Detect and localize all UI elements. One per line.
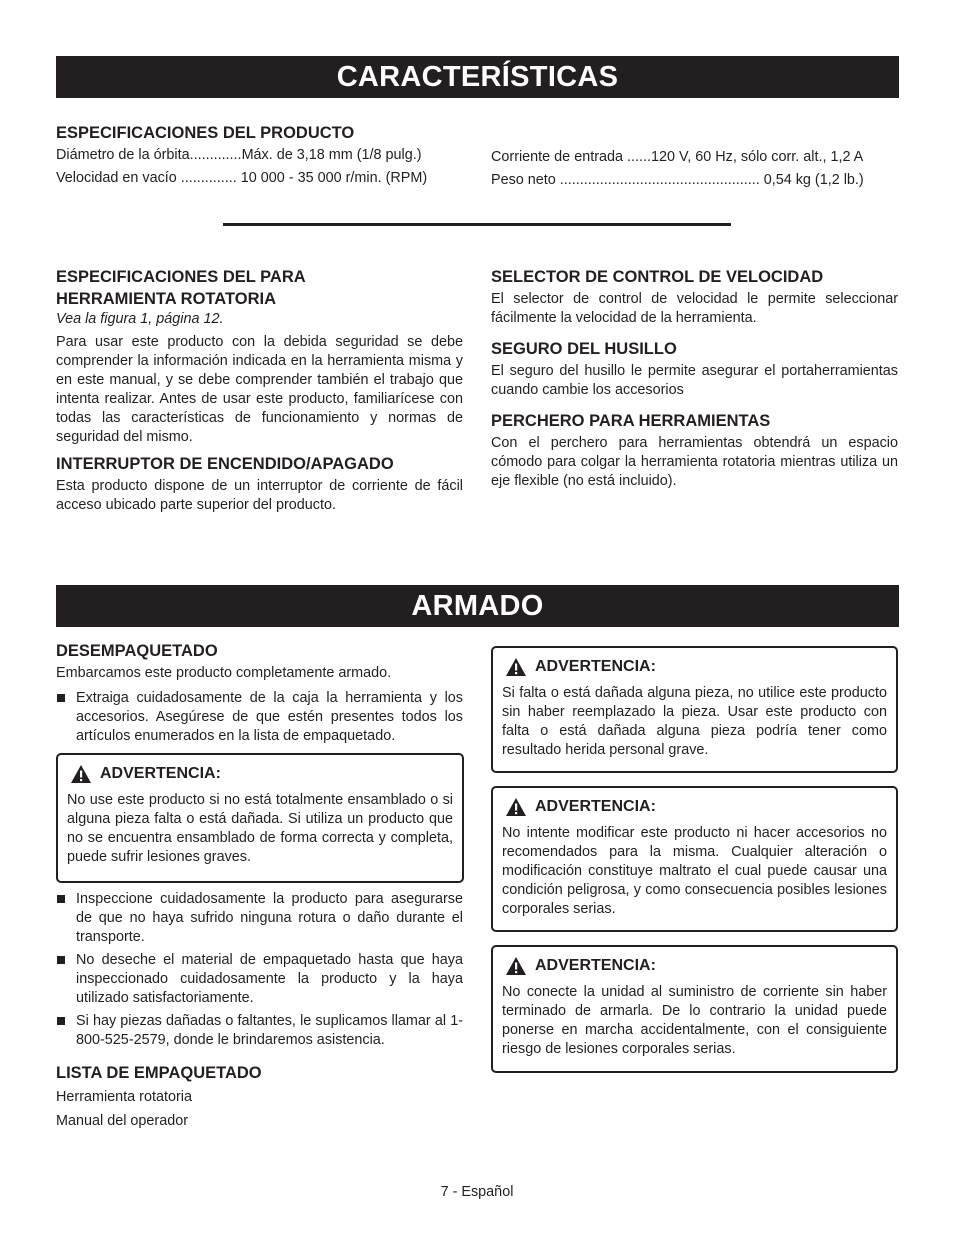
warning-box xyxy=(491,646,898,773)
warning-header: ADVERTENCIA: xyxy=(67,763,453,785)
features-right xyxy=(491,266,898,491)
unpack-bullets xyxy=(56,689,463,746)
warning-box xyxy=(56,753,464,883)
warning-text: No intente modificar este producto ni hacer accesorios no recomendados para la misma. Cualquier alteración o modificación constituye maltrato el cual puede causar una condición peligrosa, y como consecuencia posibles lesiones corporales serias. xyxy=(502,825,887,917)
section-title-armado: ARMADO xyxy=(56,585,899,627)
section-title-caracteristicas: CARACTERÍSTICAS xyxy=(56,56,899,98)
warning-header: ADVERTENCIA: xyxy=(502,796,887,818)
specs-heading: ESPECIFICACIONES DEL PRODUCTO xyxy=(56,124,355,142)
warning-text: No use este producto si no está totalmente ensamblado o si alguna pieza falta o está dañada. Si utiliza un producto que no se encuentra ensamblado de forma correcta y completa, puede sufrir lesiones graves. xyxy=(67,792,453,865)
inspect-bullets xyxy=(56,890,463,1050)
unpack-text: Embarcamos este producto completamente armado. xyxy=(56,665,392,681)
warning-triangle-icon xyxy=(70,764,92,784)
list-item: Inspeccione cuidadosamente la producto para asegurarse de que no haya sufrido ninguna rotura o daño durante el transporte. xyxy=(56,890,463,947)
assembly-left-lower xyxy=(56,890,463,1133)
figure-reference: Vea la figura 1, página 12. xyxy=(56,311,224,327)
assembly-left xyxy=(56,640,463,746)
bullet-square-icon xyxy=(57,1017,65,1025)
divider-rule xyxy=(223,223,731,226)
hanger-text: Con el perchero para herramientas obtendrá un espacio cómodo para colgar la herramienta rotatoria mientras utiliza un eje flexible (no está incluido). xyxy=(491,435,898,489)
warning-triangle-icon xyxy=(505,797,527,817)
rotary-heading: ESPECIFICACIONES DEL PARA HERRAMIENTA ROTATORIA xyxy=(56,268,306,308)
specs-right xyxy=(491,146,901,192)
bullet-square-icon xyxy=(57,694,65,702)
warning-text: Si falta o está dañada alguna pieza, no utilice este producto sin haber reemplazado la pieza. Usar este producto con falta o está dañada alguna pieza podría tener como resultado herida personal grave. xyxy=(502,685,887,758)
bullet-square-icon xyxy=(57,956,65,964)
page-number: 7 - Español xyxy=(440,1184,514,1200)
warning-box xyxy=(491,945,898,1073)
switch-text: Esta producto dispone de un interruptor de corriente de fácil acceso ubicado parte superior del producto. xyxy=(56,478,463,513)
warning-header: ADVERTENCIA: xyxy=(502,656,887,678)
warning-triangle-icon xyxy=(505,657,527,677)
spec-row: Peso neto .................................................. 0,54 kg (1,2 lb.) xyxy=(491,172,864,188)
warning-text: No conecte la unidad al suministro de corriente sin haber terminado de armarla. De lo contrario la unidad puede ponerse en marcha accidentalmente, con el consiguiente riesgo de lesiones corporales serias. xyxy=(502,984,887,1057)
specs-left xyxy=(56,122,466,190)
lock-text: El seguro del husillo le permite asegurar el portaherramientas cuando cambie los accesorios xyxy=(491,363,898,398)
packing-list-heading: LISTA DE EMPAQUETADO xyxy=(56,1064,262,1082)
packing-list-item: Manual del operador xyxy=(56,1113,189,1129)
list-item: Si hay piezas dañadas o faltantes, le suplicamos llamar al 1-800-525-2579, donde le brindaremos asistencia. xyxy=(56,1012,463,1050)
bullet-square-icon xyxy=(57,895,65,903)
spec-row: Velocidad en vacío .............. 10 000 - 35 000 r/min. (RPM) xyxy=(56,170,428,186)
switch-heading: INTERRUPTOR DE ENCENDIDO/APAGADO xyxy=(56,455,394,473)
lock-heading: SEGURO DEL HUSILLO xyxy=(491,340,677,358)
hanger-heading: PERCHERO PARA HERRAMIENTAS xyxy=(491,412,771,430)
spec-row: Corriente de entrada ......120 V, 60 Hz, sólo corr. alt., 1,2 A xyxy=(491,149,864,165)
unpack-heading: DESEMPAQUETADO xyxy=(56,642,218,660)
speed-text: El selector de control de velocidad le permite seleccionar fácilmente la velocidad de la herramienta. xyxy=(491,291,898,326)
rotary-text: Para usar este producto con la debida seguridad se debe comprender la información indicada en la herramienta misma y en este manual, y se debe comprender también el trabajo que intenta realizar. Antes de usar este producto, familiarícese con todas las características de funcionamiento y normas de seguridad del mismo. xyxy=(56,334,463,445)
spec-row: Diámetro de la órbita.............Máx. de 3,18 mm (1/8 pulg.) xyxy=(56,147,422,163)
warning-triangle-icon xyxy=(505,956,527,976)
speed-heading: SELECTOR DE CONTROL DE VELOCIDAD xyxy=(491,268,824,286)
warning-box xyxy=(491,786,898,932)
list-item: No deseche el material de empaquetado hasta que haya inspeccionado cuidadosamente la producto y la haya utilizado satisfactoriamente. xyxy=(56,951,463,1008)
features-left xyxy=(56,266,463,515)
packing-list-item: Herramienta rotatoria xyxy=(56,1089,192,1105)
warning-header: ADVERTENCIA: xyxy=(502,955,887,977)
list-item: Extraiga cuidadosamente de la caja la herramienta y los accesorios. Asegúrese de que estén presentes todos los artículos enumerados en la lista de empaquetado. xyxy=(56,689,463,746)
